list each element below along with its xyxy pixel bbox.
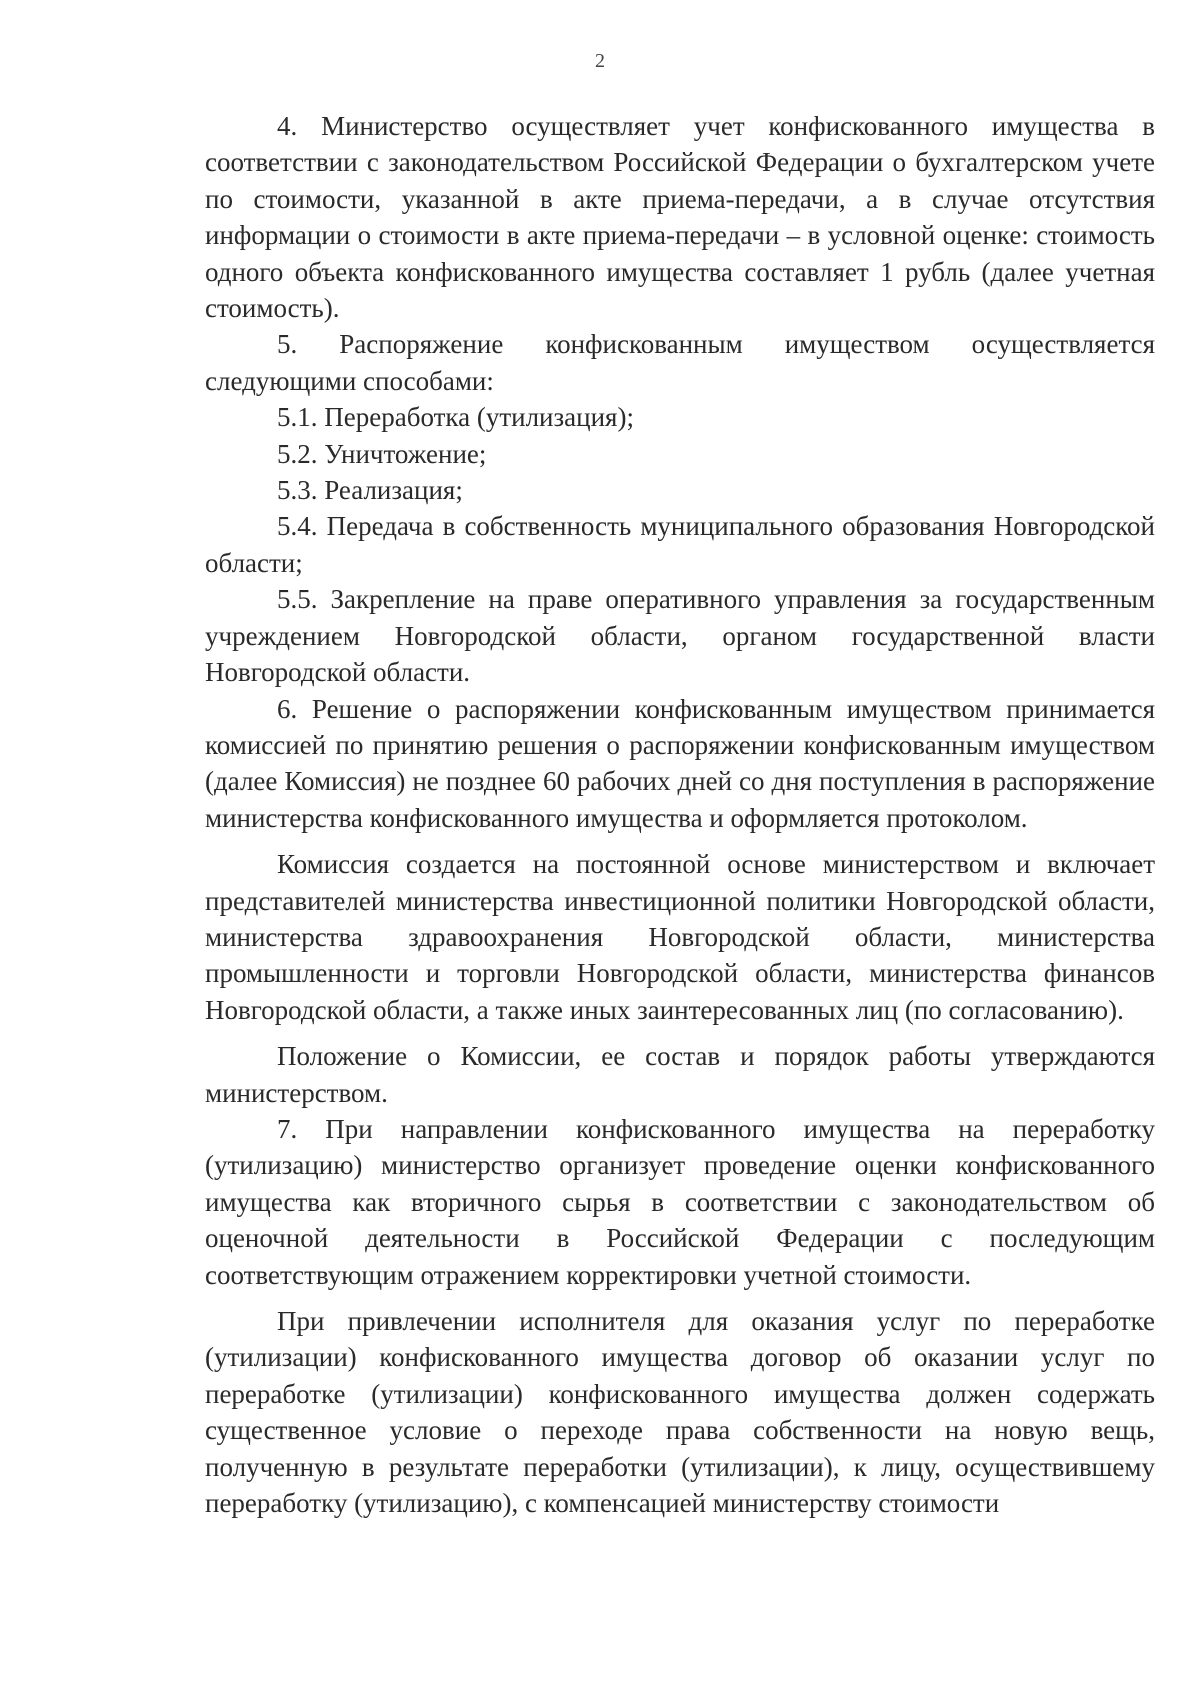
page-number: 2 [595, 50, 605, 72]
document-body [205, 108, 1155, 1521]
paragraph-7: 7. При направлении конфискованного имущества на переработку (утилизацию) министерство организует проведение оценки конфискованного имущества как вторичного сырья в соответствии с законодательством об оценочной деятельности в Российской Федерации с последующим соответствующим отражением корректировки учетной стоимости. [205, 1113, 1155, 1290]
paragraph-5-4: 5.4. Передача в собственность муниципального образования Новгородской области; [205, 511, 1155, 578]
paragraph-6: 6. Решение о распоряжении конфискованным имуществом принимается комиссией по принятию решения о распоряжении конфискованным имуществом (далее Комиссия) не позднее 60 рабочих дней со дня поступления в распоряжение министерства конфискованного имущества и оформляется протоколом. [205, 693, 1155, 833]
paragraph-5: 5. Распоряжение конфискованным имуществом осуществляется следующими способами: [205, 329, 1155, 396]
paragraph-contractor: При привлечении исполнителя для оказания услуг по переработке (утилизации) конфискованного имущества договор об оказании услуг по переработке (утилизации) конфискованного имущества должен содержать существенное условие о переходе права собственности на новую вещь, полученную в результате переработки (утилизации), к лицу, осуществившему переработку (утилизацию), с компенсацией министерству стоимости [205, 1306, 1155, 1519]
paragraph-5-2: 5.2. Уничтожение; [277, 438, 487, 469]
paragraph-commission-regulation: Положение о Комиссии, ее состав и порядок работы утверждаются министерством. [205, 1041, 1155, 1108]
paragraph-5-3: 5.3. Реализация; [277, 475, 463, 506]
paragraph-commission-composition: Комиссия создается на постоянной основе министерством и включает представителей министерства инвестиционной политики Новгородской области, министерства здравоохранения Новгородской области, министерства промышленности и торговли Новгородской области, министерства финансов Новгородской области, а также иных заинтересованных лиц (по согласованию). [205, 849, 1155, 1025]
paragraph-4: 4. Министерство осуществляет учет конфискованного имущества в соответствии с законодательством Российской Федерации о бухгалтерском учете по стоимости, указанной в акте приема-передачи, а в случае отсутствия информации о стоимости в акте приема-передачи – в условной оценке: стоимость одного объекта конфискованного имущества составляет 1 рубль (далее учетная стоимость). [205, 111, 1155, 324]
paragraph-5-5: 5.5. Закрепление на праве оперативного управления за государственным учреждением Новгородской области, органом государственной власти Новгородской области. [205, 584, 1155, 688]
paragraph-5-1: 5.1. Переработка (утилизация); [277, 402, 634, 433]
